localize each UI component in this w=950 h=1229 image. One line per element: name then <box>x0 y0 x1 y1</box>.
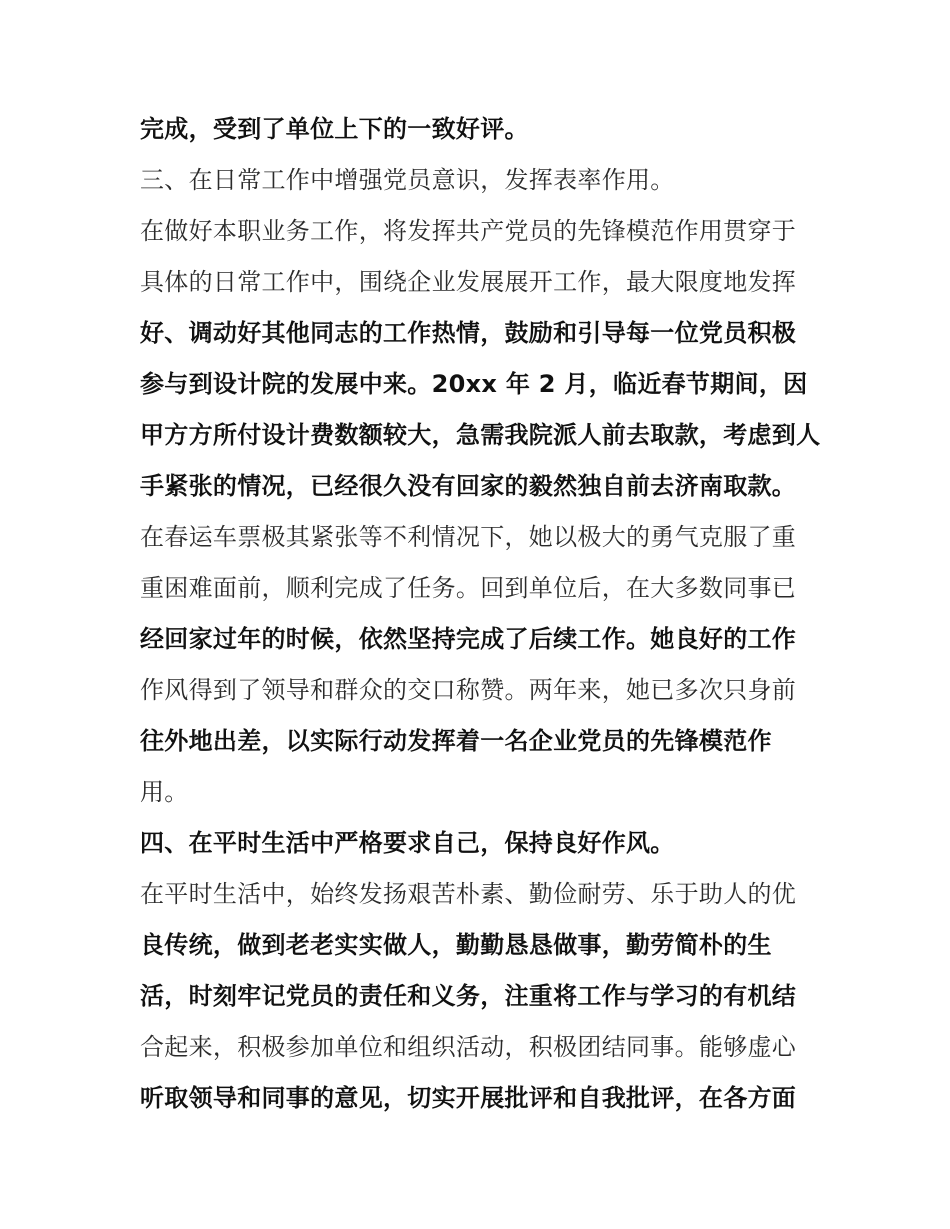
text-line-19: 合起来，积极参加单位和组织活动，积极团结同事。能够虚心 <box>140 1033 797 1061</box>
text-line-16: 在平时生活中，始终发扬艰苦朴素、勤俭耐劳、乐于助人的优 <box>140 880 797 908</box>
text-line-9: 在春运车票极其紧张等不利情况下，她以极大的勇气克服了重 <box>140 523 797 551</box>
text-line-3: 在做好本职业务工作，将发挥共产党员的先锋模范作用贯穿于 <box>140 217 797 245</box>
text-line-18: 活，时刻牢记党员的责任和义务，注重将工作与学习的有机结 <box>140 982 797 1010</box>
text-line-6: 参与到设计院的发展中来。20xx 年 2 月，临近春节期间，因 <box>140 370 808 398</box>
text-line-1: 完成，受到了单位上下的一致好评。 <box>140 115 529 143</box>
text-line-10: 重困难面前，顺利完成了任务。回到单位后，在大多数同事已 <box>140 574 797 602</box>
text-line-11: 经回家过年的时候，依然坚持完成了后续工作。她良好的工作 <box>140 625 797 653</box>
text-line-8: 手紧张的情况，已经很久没有回家的毅然独自前去济南取款。 <box>140 472 797 500</box>
section-heading-3: 三、在日常工作中增强党员意识，发挥表率作用。 <box>140 166 675 194</box>
section-heading-4: 四、在平时生活中严格要求自己，保持良好作风。 <box>140 829 675 857</box>
text-line-13: 往外地出差，以实际行动发挥着一名企业党员的先锋模范作 <box>140 727 772 755</box>
text-line-12: 作风得到了领导和群众的交口称赞。两年来，她已多次只身前 <box>140 676 797 704</box>
text-line-17: 良传统，做到老老实实做人，勤勤恳恳做事，勤劳简朴的生 <box>140 931 772 959</box>
text-line-20: 听取领导和同事的意见，切实开展批评和自我批评，在各方面 <box>140 1084 797 1112</box>
text-line-4: 具体的日常工作中，围绕企业发展展开工作，最大限度地发挥 <box>140 268 797 296</box>
text-line-5: 好、调动好其他同志的工作热情，鼓励和引导每一位党员积极 <box>140 319 797 347</box>
text-line-7: 甲方方所付设计费数额较大，急需我院派人前去取款，考虑到人 <box>140 421 821 449</box>
text-line-14: 用。 <box>140 778 189 806</box>
